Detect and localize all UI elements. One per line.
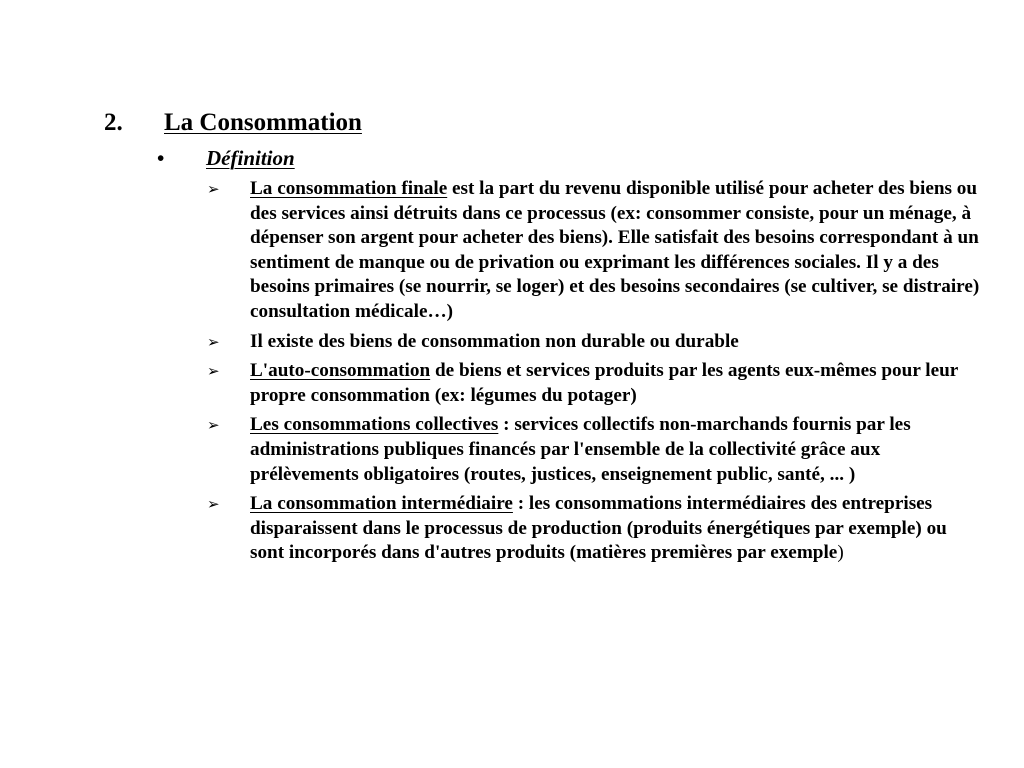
item-term: La consommation finale	[250, 178, 448, 199]
bullet-icon: •	[157, 146, 165, 170]
arrow-bullet-icon: ➢	[207, 416, 220, 435]
item-term: L'auto-consommation	[250, 360, 431, 382]
arrow-bullet-icon: ➢	[207, 362, 220, 381]
arrow-bullet-icon: ➢	[207, 180, 220, 198]
item-text: de biens et services produits par les agents eux-mêmes pour leur propre consommation (ex: légumes du potager)	[250, 360, 958, 406]
list-item	[207, 413, 982, 487]
subsection-title: Définition	[206, 146, 295, 170]
section-title: La Consommation	[164, 109, 362, 136]
list-item	[207, 492, 982, 566]
item-text: : les consommations intermédiaires des entreprises disparaissent dans le processus de production (produits énergétiques par exemple) ou sont incorporés dans d'autres produits (matières premières par exemple	[250, 493, 947, 564]
section-number: 2.	[104, 109, 123, 136]
list-item	[207, 330, 982, 355]
definition-list	[207, 177, 982, 571]
list-item	[207, 177, 982, 325]
section-heading	[104, 109, 362, 137]
item-text: : services collectifs non-marchands fournis par les administrations publiques financés par l'ensemble de la collectivité grâce aux prélèvements obligatoires (routes, justices, enseignement public, santé, ... )	[250, 414, 911, 485]
list-item	[207, 359, 982, 408]
arrow-bullet-icon: ➢	[207, 332, 220, 351]
item-text-tail: )	[837, 542, 844, 564]
item-text: Il existe des biens de consommation non durable ou durable	[250, 330, 739, 352]
arrow-bullet-icon: ➢	[207, 495, 220, 514]
item-term: La consommation intermédiaire	[250, 493, 513, 515]
item-term: Les consommations collectives	[250, 414, 499, 436]
item-text: est la part du revenu disponible utilisé pour acheter des biens ou des services ainsi détruits dans ce processus (ex: consommer consiste, pour un ménage, à dépenser son argent pour acheter des biens). Elle satisfait des besoins correspondant à un sentiment de manque ou de privation ou exprimant les différences sociales. Il y a des besoins primaires (se nourrir, se loger) et des besoins secondaires (se cultiver, se distraire) consultation médicale…)	[250, 178, 980, 322]
subsection-heading	[157, 146, 295, 170]
